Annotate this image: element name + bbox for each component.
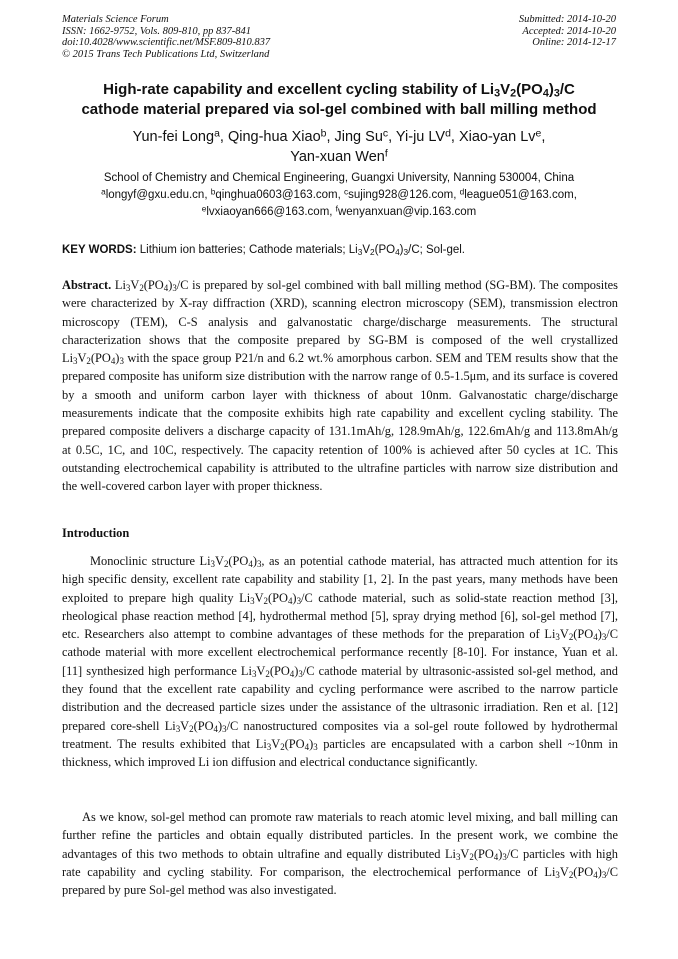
keywords-label: KEY WORDS: [62,244,137,256]
author-name: Yun-fei Long [132,129,215,145]
accepted-date: Accepted: 2014-10-20 [522,25,616,37]
journal-issn: ISSN: 1662-9752, Vols. 809-810, pp 837-841 [62,25,251,37]
journal-doi: doi:10.4028/www.scientific.net/MSF.809-810.837 [62,37,271,49]
email-address: longyf@gxu.edu.cn [105,189,205,201]
email-address: lvxiaoyan666@163.com [206,206,330,218]
author-name: Qing-hua Xiao [227,129,321,145]
paper-title [40,80,638,120]
author-name: Xiao-yan Lv [458,129,536,145]
email-address: league051@163.com [464,189,574,201]
publication-dates [519,14,616,49]
email-address: wenyanxuan@vip.163.com [337,206,477,218]
affiliation-block [40,170,638,221]
keywords: KEY WORDS: Lithium ion batteries; Cathode materials; $Li_3V_2(PO_4)_3/C$; Sol-gel. [62,244,466,258]
email-line-2: $^e$lvxiaoyan666@163.com, $^f$wenyanxuan@vip.163.com [201,204,477,218]
abstract-label: Abstract. [62,278,112,292]
intro-paragraph-1: Monoclinic structure $Li_3V_2(PO_4)_3$, as an potential cathode material, has attracted much attention for its high specific density, excellent rate capability and stability [1, 2]. In the past years, many methods have been exploited to prepare high quality $Li_3V_2(PO_4)_3/C$ cathode material, such as solid-state reaction method [3], rheological phase reaction method [4], hydrothermal method [5], spray drying method [6], sol-gel method [7], etc. Researchers also attempt to combine advantages of these methods for the preparation of $Li_3V_2(PO_4)_3/C$ cathode material with more excellent electrochemical performance recently [8-10]. For instance, Yuan et al. [11] synthesized high performance $Li_3V_2(PO_4)_3/C$ cathode material by ultrasonic-assisted sol-gel method, and they found that the excellent rate capability and cycling performance were ascribed to the narrow particle distribution and the decreased particle sizes under the assistance of the ultrasonic irradiation. Ren et al. [12] prepared core-shell $Li_3V_2(PO_4)_3/C$ nanostructured composites via a sol-gel route followed by hydrothermal treatment. The results exhibited that $Li_3V_2(PO_4)_3$ particles are encapsulated with a carbon shell ~10nm in thickness, which improved Li ion diffusion and electrical conductance significantly. [62,554,618,770]
title-line-1: High-rate capability and excellent cycling stability of $Li_3V_2(PO_4)_3/C$ [103,81,575,100]
journal-copyright: © 2015 Trans Tech Publications Ltd, Switzerland [62,48,270,60]
journal-name: Materials Science Forum [62,14,169,25]
author-name: Jing Su [334,129,383,145]
author-name: Yi-ju LV [395,129,446,145]
intro-paragraph-2: As we know, sol-gel method can promote raw materials to reach atomic level mixing, and ball milling can further refine the particles and obtain equally distributed particles. In the present work, we combine the advantages of this two methods to obtain ultrafine and equally distributed $Li_3V_2(PO_4)_3/C$ particles with high rate capability and cycling stability. For comparison, the electrochemical performance of $Li_3V_2(PO_4)_3/C$ prepared by pure Sol-gel method was also investigated. [62,810,618,898]
author-line-1: Yun-fei Long$^a$, Qing-hua Xiao$^b$, Jing Su$^c$, Yi-ju $LV^d$, Xiao-yan Lv$^e$, [132,128,546,145]
author-list [40,127,638,167]
email-address: sujing928@126.com [348,189,454,201]
submitted-date: Submitted: 2014-10-20 [518,14,616,25]
email-line-1: $^a$longyf@gxu.edu.cn, $^b$qinghua0603@163.com, $^c$sujing928@126.com, $^d$league051@163.com, [101,187,577,201]
online-date: Online: 2014-12-17 [532,37,616,49]
author-line-2: Yan-xuan Wen$^f$ [290,148,388,165]
abstract: Abstract. $Li_3V_2(PO_4)_3/C$ is prepared by sol-gel combined with ball milling method (SG-BM). The composites were characterized by X-ray diffraction (XRD), scanning electron microscopy (SEM), transmission electron microscopy (TEM), C-S analysis and galvanostatic charge/discharge measurements. The structural characterization shows that the composite prepared by SG-BM is composed of the well crystallized $Li_3V_2(PO_4)_3$ with the space group P21/n and 6.2 wt.% amorphous carbon. SEM and TEM results show that the prepared composite has uniform size distribution with the narrow range of 0.5-1.5μm, and its surface is covered by a smooth and uniform carbon layer with thickness of about 10nm. Galvanostatic charge/discharge measurements indicate that the composite exhibits high rate capability and excellent cycling stability. The prepared composite delivers a discharge capacity of 131.1mAh/g, 128.9mAh/g, 122.6mAh/g and 113.8mAh/g at 0.5C, 1C, and 10C, respectively. The capacity retention of 100% is achieved after 50 cycles at 1C. This outstanding electrochemical capability is attributed to the ultrafine particles with narrow size distribution and the well-covered carbon layer with proper thickness. [62,278,619,494]
journal-info [62,14,270,60]
affiliation: School of Chemistry and Chemical Engineering, Guangxi University, Nanning 530004, China [103,172,575,184]
author-name: Yan-xuan Wen [290,149,385,165]
section-heading-introduction: Introduction [62,526,130,540]
email-address: qinghua0603@163.com [215,189,338,201]
title-line-2: cathode material prepared via sol-gel combined with ball milling method [81,101,597,118]
